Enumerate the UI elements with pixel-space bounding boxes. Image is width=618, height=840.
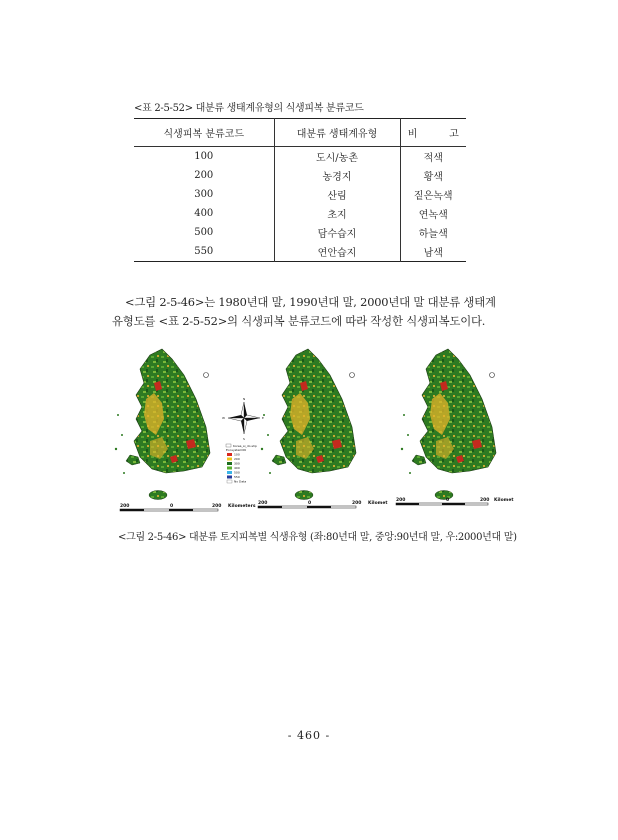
legend-file: Korea_si_do.shp <box>233 443 257 448</box>
table-row <box>134 185 466 204</box>
table-row <box>134 166 466 185</box>
cell-remark: 연녹색 <box>400 204 466 223</box>
cell-type: 농경지 <box>274 166 400 185</box>
cell-type: 도시/농촌 <box>274 147 400 167</box>
table-row <box>134 242 466 262</box>
cell-type: 연안습지 <box>274 242 400 262</box>
page-number: - 460 - <box>287 729 331 742</box>
legend-label: 300 <box>234 461 240 466</box>
scalebar-unit: Kilometers <box>228 504 256 509</box>
scalebar-1 <box>120 503 256 511</box>
paragraph-line-2: 유형도를 <표 2-5-52>의 식생피복 분류코드에 따라 작성한 식생피복도이다. <box>112 314 486 328</box>
cell-type: 산림 <box>274 185 400 204</box>
legend-item <box>227 457 240 461</box>
legend-label: No Data <box>234 479 247 484</box>
vegetation-code-table <box>134 118 466 262</box>
legend-label: 200 <box>234 457 240 462</box>
legend-item <box>227 466 240 470</box>
scalebar-unit: Kilomet <box>494 498 514 503</box>
table-row <box>134 223 466 242</box>
north-arrow-icon <box>222 397 264 441</box>
table-caption: <표 2-5-52> 대분류 생태계유형의 식생피복 분류코드 <box>134 103 364 114</box>
legend-item <box>227 471 240 475</box>
scalebar-mid: 0 <box>170 504 174 509</box>
legend-title: Ecosystem06 <box>226 448 247 452</box>
header-code: 식생피복 분류코드 <box>134 119 274 147</box>
scalebar-2 <box>258 500 388 508</box>
cell-code: 400 <box>194 208 214 219</box>
scalebar-right: 200 <box>480 498 490 503</box>
table-row <box>134 204 466 223</box>
scalebar-unit: Kilomet <box>368 501 388 506</box>
cell-type: 초지 <box>274 204 400 223</box>
legend-item <box>227 453 240 457</box>
cell-type: 담수습지 <box>274 223 400 242</box>
east-label: E <box>262 416 264 420</box>
scalebar-3 <box>396 497 514 505</box>
map-legend <box>226 444 257 484</box>
scalebar-mid: 0 <box>308 501 312 506</box>
table-row <box>134 147 466 167</box>
legend-item <box>227 475 240 479</box>
body-paragraph <box>112 293 512 331</box>
scalebar-left: 200 <box>120 504 130 509</box>
land-cover-maps-figure <box>0 340 618 520</box>
scalebar-left: 200 <box>258 501 268 506</box>
cell-remark: 하늘색 <box>400 223 466 242</box>
legend-label: 400 <box>234 466 240 471</box>
cell-code: 100 <box>194 151 214 162</box>
cell-remark: 짙은녹색 <box>400 185 466 204</box>
map-1980s <box>115 349 210 500</box>
cell-code: 550 <box>194 246 214 257</box>
legend-item <box>227 480 246 484</box>
header-ecosystem-type: 대분류 생태계유형 <box>274 119 400 147</box>
figure-caption: <그림 2-5-46> 대분류 토지피복별 식생유형 (좌:80년대 말, 중앙:90년대 말, 우:2000년대 말) <box>118 532 517 543</box>
paragraph-line-1: <그림 2-5-46>는 1980년대 말, 1990년대 말, 2000년대 말 대분류 생태계 <box>125 295 496 309</box>
south-label: S <box>243 437 245 441</box>
legend-label: 500 <box>234 470 240 475</box>
map-2000s <box>401 349 496 500</box>
west-label: W <box>222 416 225 420</box>
table-header-row <box>134 119 466 147</box>
scalebar-left: 200 <box>396 498 406 503</box>
cell-remark: 남색 <box>400 242 466 262</box>
map-1990s <box>261 349 356 500</box>
cell-remark: 적색 <box>400 147 466 167</box>
scalebar-mid: 0 <box>446 498 450 503</box>
legend-item <box>227 462 240 466</box>
north-label: N <box>243 397 246 401</box>
legend-label: 100 <box>234 452 240 457</box>
scalebar-right: 200 <box>352 501 362 506</box>
header-remarks: 비 고 <box>400 119 466 147</box>
cell-code: 200 <box>194 170 214 181</box>
cell-code: 300 <box>194 189 214 200</box>
legend-label: 550 <box>234 475 240 480</box>
cell-code: 500 <box>194 227 214 238</box>
scalebar-right: 200 <box>212 504 222 509</box>
cell-remark: 황색 <box>400 166 466 185</box>
